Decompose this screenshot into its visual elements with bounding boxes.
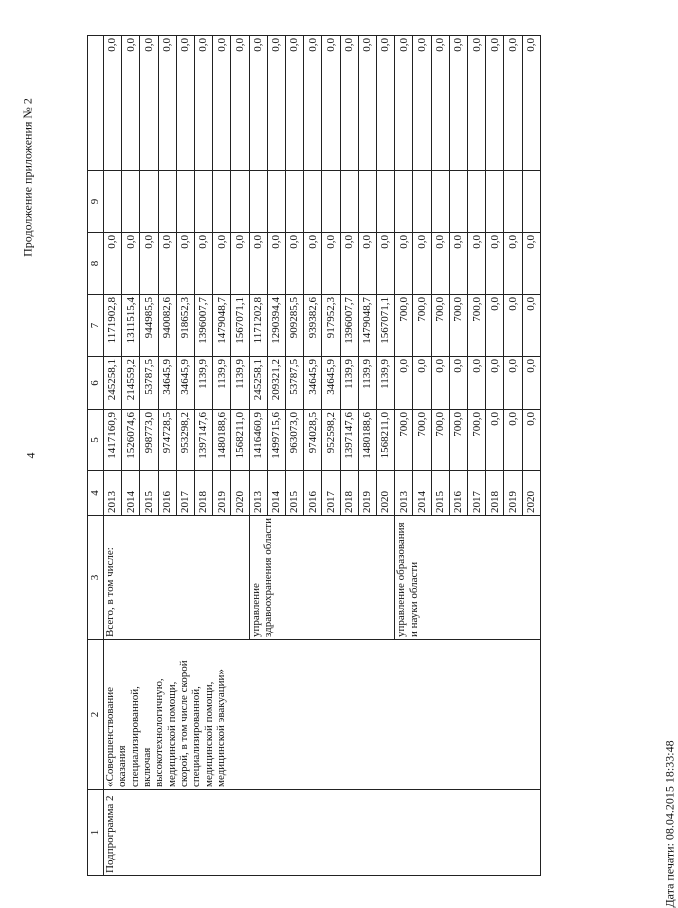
value-cell — [358, 171, 376, 233]
program-financing-table — [87, 35, 541, 876]
table-row — [104, 36, 122, 876]
year-cell: 2018 — [195, 471, 213, 516]
value-cell: 1526074,6 — [122, 410, 140, 471]
value-cell: 700,0 — [468, 410, 486, 471]
value-cell: 0,0 — [122, 36, 140, 171]
year-cell: 2016 — [304, 471, 322, 516]
value-cell: 0,0 — [504, 36, 522, 171]
rotated-table-container — [87, 36, 541, 876]
value-cell: 0,0 — [486, 295, 504, 357]
value-cell: 998773,0 — [140, 410, 158, 471]
value-cell: 939382,6 — [304, 295, 322, 357]
value-cell: 0,0 — [340, 233, 358, 295]
value-cell — [158, 171, 176, 233]
value-cell: 700,0 — [449, 295, 467, 357]
value-cell: 0,0 — [377, 233, 395, 295]
value-cell: 0,0 — [231, 36, 249, 171]
value-cell: 940082,6 — [158, 295, 176, 357]
value-cell: 700,0 — [413, 410, 431, 471]
year-cell: 2013 — [249, 471, 267, 516]
value-cell: 0,0 — [249, 233, 267, 295]
value-cell: 0,0 — [468, 233, 486, 295]
value-cell: 0,0 — [504, 295, 522, 357]
column-number-6: 6 — [88, 357, 104, 410]
value-cell: 0,0 — [522, 295, 540, 357]
value-cell — [377, 171, 395, 233]
value-cell: 0,0 — [213, 36, 231, 171]
value-cell: 0,0 — [522, 410, 540, 471]
value-cell: 245258,1 — [104, 357, 122, 410]
value-cell: 1480188,6 — [213, 410, 231, 471]
value-cell — [504, 171, 522, 233]
value-cell: 0,0 — [504, 233, 522, 295]
value-cell: 0,0 — [486, 410, 504, 471]
value-cell: 0,0 — [358, 233, 376, 295]
value-cell: 0,0 — [413, 36, 431, 171]
value-cell: 1139,9 — [340, 357, 358, 410]
value-cell: 53787,5 — [140, 357, 158, 410]
program-name-line: медицинской помощи, — [202, 681, 215, 787]
program-name-line: оказания — [116, 745, 129, 787]
value-cell — [213, 171, 231, 233]
print-date: Дата печати: 08.04.2015 18:33:48 — [662, 740, 677, 908]
value-cell: 0,0 — [395, 233, 413, 295]
executor-cell: управление образования и науки области — [395, 516, 541, 640]
value-cell: 0,0 — [322, 233, 340, 295]
value-cell: 0,0 — [413, 357, 431, 410]
value-cell: 0,0 — [431, 233, 449, 295]
value-cell: 34645,9 — [322, 357, 340, 410]
value-cell: 0,0 — [122, 233, 140, 295]
value-cell: 1139,9 — [358, 357, 376, 410]
value-cell: 917952,3 — [322, 295, 340, 357]
value-cell: 909285,5 — [286, 295, 304, 357]
value-cell: 1139,9 — [377, 357, 395, 410]
value-cell: 0,0 — [449, 36, 467, 171]
value-cell: 34645,9 — [304, 357, 322, 410]
value-cell: 1171902,8 — [104, 295, 122, 357]
value-cell: 0,0 — [213, 233, 231, 295]
value-cell: 0,0 — [286, 36, 304, 171]
column-number-4: 4 — [88, 471, 104, 516]
value-cell: 1499715,6 — [267, 410, 285, 471]
column-number-9: 9 — [88, 171, 104, 233]
year-cell: 2016 — [158, 471, 176, 516]
value-cell: 974728,5 — [158, 410, 176, 471]
value-cell: 0,0 — [413, 233, 431, 295]
table-frame — [87, 36, 541, 876]
value-cell: 0,0 — [468, 36, 486, 171]
program-name-line: специализированной, — [128, 686, 141, 787]
value-cell: 0,0 — [304, 36, 322, 171]
value-cell: 700,0 — [449, 410, 467, 471]
program-name-cell — [104, 640, 541, 790]
value-cell — [286, 171, 304, 233]
column-number-row — [88, 36, 104, 876]
value-cell: 0,0 — [431, 36, 449, 171]
value-cell: 1567071,1 — [231, 295, 249, 357]
column-number-2: 2 — [88, 640, 104, 790]
value-cell: 0,0 — [358, 36, 376, 171]
value-cell: 1311515,4 — [122, 295, 140, 357]
value-cell: 1139,9 — [195, 357, 213, 410]
program-name-line: медицинской эвакуации» — [214, 669, 227, 787]
value-cell: 0,0 — [377, 36, 395, 171]
value-cell: 0,0 — [140, 233, 158, 295]
value-cell — [249, 171, 267, 233]
year-cell: 2020 — [377, 471, 395, 516]
year-cell: 2013 — [395, 471, 413, 516]
value-cell: 944985,5 — [140, 295, 158, 357]
value-cell: 0,0 — [486, 36, 504, 171]
value-cell — [176, 171, 194, 233]
value-cell: 1568211,0 — [377, 410, 395, 471]
year-cell: 2019 — [504, 471, 522, 516]
year-cell: 2017 — [322, 471, 340, 516]
value-cell: 0,0 — [304, 233, 322, 295]
value-cell: 0,0 — [231, 233, 249, 295]
value-cell: 0,0 — [486, 357, 504, 410]
value-cell: 1396007,7 — [340, 295, 358, 357]
value-cell — [468, 171, 486, 233]
year-cell: 2013 — [104, 471, 122, 516]
column-number-7: 7 — [88, 295, 104, 357]
table-body — [104, 36, 541, 876]
value-cell: 1290394,4 — [267, 295, 285, 357]
year-cell: 2016 — [449, 471, 467, 516]
program-name-line: «Совершенствование — [104, 687, 116, 787]
year-cell: 2017 — [176, 471, 194, 516]
executor-cell: управление здравоохранения области — [249, 516, 395, 640]
column-number-10 — [88, 36, 104, 171]
value-cell: 0,0 — [395, 36, 413, 171]
value-cell: 1417160,9 — [104, 410, 122, 471]
value-cell: 700,0 — [431, 295, 449, 357]
column-number-5: 5 — [88, 410, 104, 471]
year-cell: 2018 — [486, 471, 504, 516]
value-cell: 1396007,7 — [195, 295, 213, 357]
value-cell — [322, 171, 340, 233]
year-cell: 2020 — [522, 471, 540, 516]
value-cell: 1479048,7 — [213, 295, 231, 357]
value-cell — [140, 171, 158, 233]
value-cell: 0,0 — [176, 36, 194, 171]
page-heading: Продолжение приложения № 2 — [20, 98, 35, 257]
value-cell — [195, 171, 213, 233]
year-cell: 2020 — [231, 471, 249, 516]
value-cell: 0,0 — [286, 233, 304, 295]
value-cell: 0,0 — [449, 233, 467, 295]
value-cell: 1416460,9 — [249, 410, 267, 471]
value-cell: 0,0 — [322, 36, 340, 171]
value-cell: 1568211,0 — [231, 410, 249, 471]
year-cell: 2014 — [122, 471, 140, 516]
value-cell — [122, 171, 140, 233]
value-cell — [449, 171, 467, 233]
program-cell: Подпрограмма 2 — [104, 790, 541, 876]
value-cell: 0,0 — [522, 233, 540, 295]
value-cell: 0,0 — [158, 233, 176, 295]
value-cell: 0,0 — [267, 233, 285, 295]
value-cell: 0,0 — [486, 233, 504, 295]
value-cell: 0,0 — [104, 233, 122, 295]
year-cell: 2014 — [413, 471, 431, 516]
value-cell: 0,0 — [395, 357, 413, 410]
program-name-line: специализированной, — [190, 686, 203, 787]
program-name-line: высокотехнологичную, — [153, 678, 166, 787]
value-cell — [304, 171, 322, 233]
value-cell: 34645,9 — [158, 357, 176, 410]
value-cell: 34645,9 — [176, 357, 194, 410]
value-cell: 700,0 — [413, 295, 431, 357]
value-cell: 1479048,7 — [358, 295, 376, 357]
value-cell: 0,0 — [504, 357, 522, 410]
executor-cell: Всего, в том числе: — [104, 516, 250, 640]
year-cell: 2019 — [358, 471, 376, 516]
value-cell: 0,0 — [249, 36, 267, 171]
value-cell: 0,0 — [195, 233, 213, 295]
value-cell: 0,0 — [504, 410, 522, 471]
value-cell: 0,0 — [104, 36, 122, 171]
value-cell — [486, 171, 504, 233]
year-cell: 2015 — [431, 471, 449, 516]
value-cell: 0,0 — [522, 36, 540, 171]
value-cell: 1480188,6 — [358, 410, 376, 471]
year-cell: 2014 — [267, 471, 285, 516]
column-number-8: 8 — [88, 233, 104, 295]
value-cell: 1397147,6 — [195, 410, 213, 471]
year-cell: 2017 — [468, 471, 486, 516]
program-name-line: медицинской помощи, — [165, 681, 178, 787]
value-cell: 1139,9 — [231, 357, 249, 410]
value-cell — [340, 171, 358, 233]
value-cell: 245258,1 — [249, 357, 267, 410]
year-cell: 2015 — [140, 471, 158, 516]
value-cell: 0,0 — [431, 357, 449, 410]
value-cell: 918652,3 — [176, 295, 194, 357]
value-cell: 0,0 — [522, 357, 540, 410]
year-cell: 2018 — [340, 471, 358, 516]
value-cell: 209321,2 — [267, 357, 285, 410]
value-cell — [431, 171, 449, 233]
value-cell: 0,0 — [195, 36, 213, 171]
value-cell: 0,0 — [340, 36, 358, 171]
value-cell: 700,0 — [468, 295, 486, 357]
year-cell: 2019 — [213, 471, 231, 516]
value-cell — [231, 171, 249, 233]
value-cell: 1139,9 — [213, 357, 231, 410]
value-cell: 1397147,6 — [340, 410, 358, 471]
value-cell: 0,0 — [140, 36, 158, 171]
value-cell: 952598,2 — [322, 410, 340, 471]
value-cell: 953298,2 — [176, 410, 194, 471]
value-cell: 1567071,1 — [377, 295, 395, 357]
value-cell: 0,0 — [468, 357, 486, 410]
value-cell: 0,0 — [267, 36, 285, 171]
value-cell: 700,0 — [395, 410, 413, 471]
value-cell: 700,0 — [395, 295, 413, 357]
value-cell — [267, 171, 285, 233]
value-cell: 0,0 — [158, 36, 176, 171]
value-cell: 0,0 — [176, 233, 194, 295]
value-cell: 214559,2 — [122, 357, 140, 410]
column-number-1: 1 — [88, 790, 104, 876]
value-cell — [522, 171, 540, 233]
page-number: 4 — [23, 452, 38, 459]
value-cell: 700,0 — [431, 410, 449, 471]
value-cell: 53787,5 — [286, 357, 304, 410]
column-number-3: 3 — [88, 516, 104, 640]
program-name-line: скорой, в том числе скорой — [177, 660, 190, 787]
value-cell: 974028,5 — [304, 410, 322, 471]
value-cell — [104, 171, 122, 233]
value-cell — [395, 171, 413, 233]
value-cell: 1171202,8 — [249, 295, 267, 357]
year-cell: 2015 — [286, 471, 304, 516]
value-cell: 0,0 — [449, 357, 467, 410]
program-name-line: включая — [140, 747, 153, 787]
value-cell: 963073,0 — [286, 410, 304, 471]
value-cell — [413, 171, 431, 233]
